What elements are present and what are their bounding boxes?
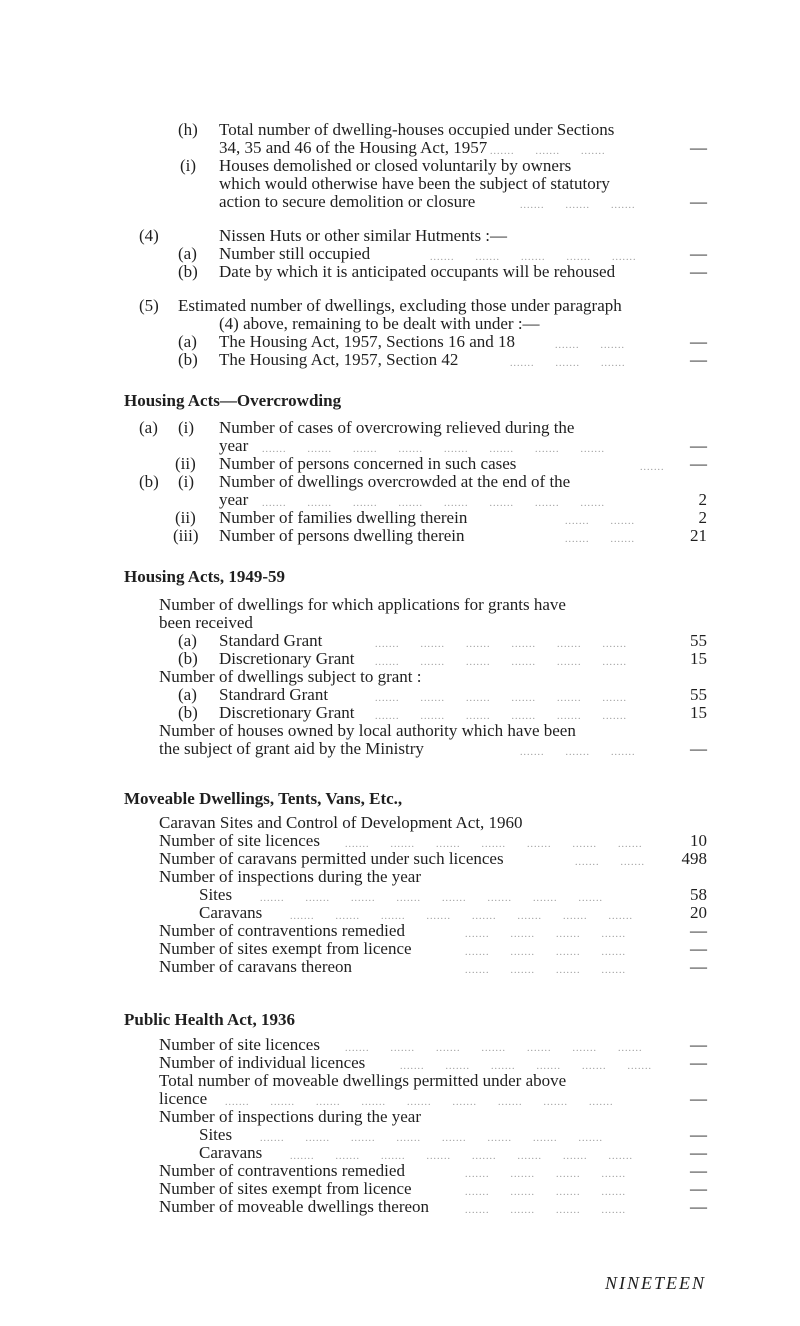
grants-line4: Number of houses owned by local authority which have been xyxy=(159,721,576,740)
dot-leader: ....... ....... ....... ....... xyxy=(465,1169,626,1180)
oc-b-i-label: (i) xyxy=(178,472,195,491)
dot-leader: ....... ....... ....... xyxy=(520,200,636,211)
para-4-b-text: Date by which it is anticipated occupants will be rehoused xyxy=(219,262,616,281)
oc-b-iii-value: 21 xyxy=(690,526,707,545)
ph-r3-line2: licence xyxy=(159,1089,208,1108)
grants-b1-text: Discretionary Grant xyxy=(219,649,355,668)
para-5-b-label: (b) xyxy=(178,350,198,369)
mv-r6-text: Number of contraventions remedied xyxy=(159,921,405,940)
dot-leader: ....... ....... ....... ....... ....... ....... xyxy=(375,639,627,650)
para-label-4: (4) xyxy=(139,226,159,245)
dot-leader: ....... ....... ....... ....... xyxy=(465,1187,626,1198)
oc-b-ii-text: Number of families dwelling therein xyxy=(219,508,468,527)
item-i-line1: Houses demolished or closed voluntarily by owners xyxy=(219,156,572,175)
dot-leader: ....... ....... ....... ....... ....... ....... ....... ....... xyxy=(262,444,605,455)
dot-leader: ....... ....... ....... xyxy=(490,146,606,157)
dot-leader: ....... ....... ....... ....... ....... ....... ....... ....... xyxy=(290,1151,633,1162)
dot-leader: ....... ....... ....... ....... ....... xyxy=(430,252,637,263)
dot-leader: ....... xyxy=(640,462,665,473)
mv-r1-value: 10 xyxy=(690,831,707,850)
oc-a-i-label: (i) xyxy=(178,418,195,437)
item-h-line1: Total number of dwelling-houses occupied under Sections xyxy=(219,120,615,139)
para-4-a-label: (a) xyxy=(178,244,197,263)
dot-leader: ....... ....... ....... ....... ....... ....... ....... ....... xyxy=(262,498,605,509)
oc-a-i-value: — xyxy=(690,436,707,455)
dot-leader: ....... ....... ....... ....... ....... ....... xyxy=(375,693,627,704)
oc-a-i-line1: Number of cases of overcrowing relieved during the xyxy=(219,418,575,437)
heading-housing-acts: Housing Acts, 1949-59 xyxy=(124,567,286,586)
oc-b-i-line2: year xyxy=(219,490,249,509)
ph-r3-line1: Total number of moveable dwellings permitted under above xyxy=(159,1071,567,1090)
item-i-line3: action to secure demolition or closure xyxy=(219,192,476,211)
grants-line5-value: — xyxy=(690,739,707,758)
mv-r3-text: Number of inspections during the year xyxy=(159,867,422,886)
oc-b-label: (b) xyxy=(139,472,159,491)
dot-leader: ....... ....... ....... ....... ....... ....... ....... ....... xyxy=(290,911,633,922)
para-4-a-value: — xyxy=(690,244,707,263)
ph-r3-value: — xyxy=(690,1089,707,1108)
dot-leader: ....... ....... ....... ....... ....... ....... ....... ....... xyxy=(260,893,603,904)
mv-r5-value: 20 xyxy=(690,903,707,922)
oc-a-ii-label: (ii) xyxy=(175,454,196,473)
grants-a1-value: 55 xyxy=(690,631,707,650)
dot-leader: ....... ....... ....... ....... xyxy=(465,1205,626,1216)
mv-r2-text: Number of caravans permitted under such licences xyxy=(159,849,504,868)
dot-leader: ....... ....... ....... ....... ....... ....... ....... ....... ....... xyxy=(225,1097,614,1108)
ph-r8-value: — xyxy=(690,1179,707,1198)
item-h-line2: 34, 35 and 46 of the Housing Act, 1957 xyxy=(219,138,488,157)
mv-r1-text: Number of site licences xyxy=(159,831,320,850)
page-number-label: NINETEEN xyxy=(604,1273,706,1293)
oc-b-i-value: 2 xyxy=(698,490,707,509)
oc-a-label: (a) xyxy=(139,418,158,437)
grants-a1-label: (a) xyxy=(178,631,197,650)
grants-b2-value: 15 xyxy=(690,703,707,722)
para-4-a-text: Number still occupied xyxy=(219,244,371,263)
ph-r6-text: Caravans xyxy=(199,1143,263,1162)
oc-b-iii-text: Number of persons dwelling therein xyxy=(219,526,465,545)
para-4-title: Nissen Huts or other similar Hutments :— xyxy=(219,226,508,245)
mv-r8-text: Number of caravans thereon xyxy=(159,957,353,976)
dot-leader: ....... ....... ....... ....... ....... ....... xyxy=(375,711,627,722)
mv-r4-text: Sites xyxy=(199,885,233,904)
dot-leader: ....... ....... xyxy=(575,857,645,868)
dot-leader: ....... ....... ....... xyxy=(520,747,636,758)
grants-a2-value: 55 xyxy=(690,685,707,704)
grants-line5: the subject of grant aid by the Ministry xyxy=(159,739,424,758)
ph-r9-text: Number of moveable dwellings thereon xyxy=(159,1197,430,1216)
item-h-value: — xyxy=(690,138,707,157)
grants-b1-value: 15 xyxy=(690,649,707,668)
ph-r1-value: — xyxy=(690,1035,707,1054)
grants-line2: been received xyxy=(159,613,253,632)
ph-r2-value: — xyxy=(690,1053,707,1072)
grants-line3: Number of dwellings subject to grant : xyxy=(159,667,422,686)
mv-r4-value: 58 xyxy=(690,885,707,904)
oc-a-ii-value: — xyxy=(690,454,707,473)
dot-leader: ....... ....... ....... ....... ....... ....... ....... xyxy=(345,1043,643,1054)
grants-line1: Number of dwellings for which applications for grants have xyxy=(159,595,566,614)
oc-a-ii-text: Number of persons concerned in such cases xyxy=(219,454,517,473)
para-5-line1: Estimated number of dwellings, excluding those under paragraph xyxy=(178,296,622,315)
grants-a1-text: Standard Grant xyxy=(219,631,323,650)
para-label-5: (5) xyxy=(139,296,159,315)
ph-r5-text: Sites xyxy=(199,1125,233,1144)
para-4-b-label: (b) xyxy=(178,262,198,281)
item-i-value: — xyxy=(690,192,707,211)
grants-b2-label: (b) xyxy=(178,703,198,722)
grants-b1-label: (b) xyxy=(178,649,198,668)
oc-a-i-line2: year xyxy=(219,436,249,455)
ph-r5-value: — xyxy=(690,1125,707,1144)
mv-r2-value: 498 xyxy=(681,849,707,868)
ph-r1-text: Number of site licences xyxy=(159,1035,320,1054)
item-i-line2: which would otherwise have been the subject of statutory xyxy=(219,174,610,193)
mv-r5-text: Caravans xyxy=(199,903,263,922)
mv-r8-value: — xyxy=(690,957,707,976)
heading-public-health: Public Health Act, 1936 xyxy=(124,1010,295,1029)
grants-a2-text: Standrard Grant xyxy=(219,685,329,704)
dot-leader: ....... ....... ....... ....... xyxy=(465,965,626,976)
mv-subheading: Caravan Sites and Control of Development Act, 1960 xyxy=(159,813,523,832)
mv-r6-value: — xyxy=(690,921,707,940)
dot-leader: ....... ....... ....... ....... ....... ....... xyxy=(375,657,627,668)
dot-leader: ....... ....... xyxy=(565,516,635,527)
dot-leader: ....... ....... ....... xyxy=(510,358,626,369)
mv-r7-value: — xyxy=(690,939,707,958)
heading-moveable-dwellings: Moveable Dwellings, Tents, Vans, Etc., xyxy=(124,789,403,808)
para-5-b-value: — xyxy=(690,350,707,369)
oc-b-i-line1: Number of dwellings overcrowded at the end of the xyxy=(219,472,571,491)
para-5-a-value: — xyxy=(690,332,707,351)
para-5-a-text: The Housing Act, 1957, Sections 16 and 18 xyxy=(219,332,516,351)
heading-overcrowding: Housing Acts—Overcrowding xyxy=(124,391,342,410)
dot-leader: ....... ....... xyxy=(565,534,635,545)
ph-r2-text: Number of individual licences xyxy=(159,1053,366,1072)
oc-b-iii-label: (iii) xyxy=(173,526,199,545)
ph-r8-text: Number of sites exempt from licence xyxy=(159,1179,412,1198)
dot-leader: ....... ....... ....... ....... ....... ....... ....... ....... xyxy=(260,1133,603,1144)
dot-leader: ....... ....... xyxy=(555,340,625,351)
item-label-h: (h) xyxy=(178,120,198,139)
ph-r7-value: — xyxy=(690,1161,707,1180)
ph-r9-value: — xyxy=(690,1197,707,1216)
para-4-b-value: — xyxy=(690,262,707,281)
dot-leader: ....... ....... ....... ....... ....... ....... ....... xyxy=(345,839,643,850)
dot-leader: ....... ....... ....... ....... ....... ....... xyxy=(400,1061,652,1072)
grants-b2-text: Discretionary Grant xyxy=(219,703,355,722)
item-label-i: (i) xyxy=(180,156,197,175)
dot-leader: ....... ....... ....... ....... xyxy=(465,947,626,958)
grants-a2-label: (a) xyxy=(178,685,197,704)
ph-r4-text: Number of inspections during the year xyxy=(159,1107,422,1126)
para-5-line2: (4) above, remaining to be dealt with under :— xyxy=(219,314,540,333)
para-5-b-text: The Housing Act, 1957, Section 42 xyxy=(219,350,459,369)
ph-r7-text: Number of contraventions remedied xyxy=(159,1161,405,1180)
para-5-a-label: (a) xyxy=(178,332,197,351)
ph-r6-value: — xyxy=(690,1143,707,1162)
mv-r7-text: Number of sites exempt from licence xyxy=(159,939,412,958)
dot-leader: ....... ....... ....... ....... xyxy=(465,929,626,940)
oc-b-ii-label: (ii) xyxy=(175,508,196,527)
oc-b-ii-value: 2 xyxy=(698,508,707,527)
